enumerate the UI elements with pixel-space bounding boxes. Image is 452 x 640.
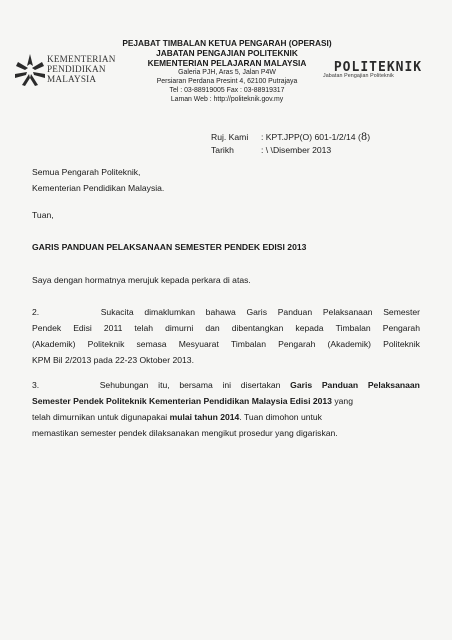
paragraph-1: Saya dengan hormatnya merujuk kepada perkara di atas. <box>32 275 251 285</box>
paragraph-3-line <box>32 393 420 409</box>
subject-heading: GARIS PANDUAN PELAKSANAAN SEMESTER PENDEK EDISI 2013 <box>32 242 307 252</box>
bold-text: Semester Pendek Politeknik Kementerian Pendidikan Malaysia Edisi 2013 <box>32 396 332 406</box>
paragraph-2-line <box>32 352 420 368</box>
word: telah <box>134 323 154 333</box>
politeknik-logo-text: POLITEKNIK <box>333 60 423 75</box>
word: dimurni <box>165 323 194 333</box>
word: Panduan <box>277 307 313 317</box>
paragraph-2 <box>32 304 420 368</box>
word: Pengarah <box>278 339 316 349</box>
paragraph-3-line <box>32 425 420 441</box>
word: Timbalan <box>230 339 266 349</box>
ministry-logo-line: MALAYSIA <box>47 74 97 84</box>
recipient-line: Semua Pengarah Politeknik, <box>32 167 141 177</box>
recipient-line: Kementerian Pendidikan Malaysia. <box>32 183 165 193</box>
word: kepada <box>295 323 324 333</box>
ministry-crest-icon <box>12 52 48 88</box>
letterhead <box>112 38 342 104</box>
word: bahawa <box>205 307 236 317</box>
reference-block <box>211 131 370 156</box>
line-text: memastikan semester pendek dilaksanakan mengikut prosedur yang digariskan. <box>32 428 338 438</box>
word: Semester <box>383 307 420 317</box>
reference-close: ) <box>367 132 371 142</box>
word: disertakan <box>240 380 281 390</box>
word: (Akademik) <box>32 339 76 349</box>
word: dan <box>205 323 220 333</box>
bold-word: Panduan <box>321 380 359 390</box>
word: Edisi <box>73 323 92 333</box>
word: 2011 <box>103 323 123 333</box>
paragraph-number: 3. <box>32 380 40 390</box>
paragraph-2-line <box>32 320 420 336</box>
date-row <box>211 144 370 156</box>
bold-word: Pelaksanaan <box>367 380 420 390</box>
paragraph-number: 2. <box>32 307 40 317</box>
ministry-logo-line: PENDIDIKAN <box>47 64 106 74</box>
word: bersama <box>179 380 213 390</box>
paragraph-3-line <box>32 409 420 425</box>
word: itu, <box>158 380 170 390</box>
politeknik-logo-subtitle: Jabatan Pengajian Politeknik <box>323 73 394 79</box>
word: dibentangkan <box>231 323 284 333</box>
ministry-name: KEMENTERIAN PELAJARAN MALAYSIA <box>147 58 307 68</box>
word: Pendek <box>32 323 62 333</box>
date-label: Tarikh <box>211 145 234 155</box>
word: Sehubungan <box>99 380 149 390</box>
paragraph-2-line <box>32 336 420 352</box>
word: Sukacita <box>100 307 134 317</box>
line-text: . Tuan dimohon untuk <box>239 412 322 422</box>
salutation: Tuan, <box>32 210 54 220</box>
word: Politeknik <box>87 339 125 349</box>
office-name: PEJABAT TIMBALAN KETUA PENGARAH (OPERASI) <box>122 38 332 48</box>
paragraph-3 <box>32 377 420 441</box>
word: Garis <box>246 307 268 317</box>
ministry-logo-text <box>47 54 116 84</box>
address-line-2: Persiaran Perdana Presint 4, 62100 Putrajaya <box>156 78 298 85</box>
word: Pengarah <box>382 323 420 333</box>
ministry-logo-line: KEMENTERIAN <box>47 54 116 64</box>
line-text: telah dimurnikan untuk digunapakai <box>32 412 170 422</box>
bold-text: mulai tahun 2014 <box>169 412 240 422</box>
paragraph-3-line <box>32 377 420 393</box>
phone-fax: Tel : 03-88919005 Fax : 03-88919317 <box>169 87 285 94</box>
word: ini <box>222 380 232 390</box>
date-value: : \ \Disember 2013 <box>261 145 332 155</box>
reference-value: : KPT.JPP(O) 601-1/2/14 ( <box>261 132 361 142</box>
department-name: JABATAN PENGAJIAN POLITEKNIK <box>156 48 298 58</box>
word: dimaklumkan <box>144 307 195 317</box>
recipient-block <box>32 164 164 196</box>
reference-number-row <box>211 131 370 144</box>
paragraph-2-line <box>32 304 420 320</box>
website: Laman Web : http://politeknik.gov.my <box>170 96 284 103</box>
line-text: KPM Bil 2/2013 pada 22-23 Oktober 2013. <box>32 355 194 365</box>
reference-handwritten-number: 8 <box>360 132 368 143</box>
word: Mesyuarat <box>178 339 219 349</box>
word: Pelaksanaan <box>322 307 373 317</box>
word: Politeknik <box>383 339 420 349</box>
word: semasa <box>136 339 167 349</box>
word: (Akademik) <box>327 339 371 349</box>
line-text: yang <box>331 396 353 406</box>
reference-label: Ruj. Kami <box>211 132 249 142</box>
word: Timbalan <box>335 323 371 333</box>
address-line-1: Galeria PJH, Aras 5, Jalan P4W <box>178 69 276 76</box>
bold-word: Garis <box>290 380 313 390</box>
